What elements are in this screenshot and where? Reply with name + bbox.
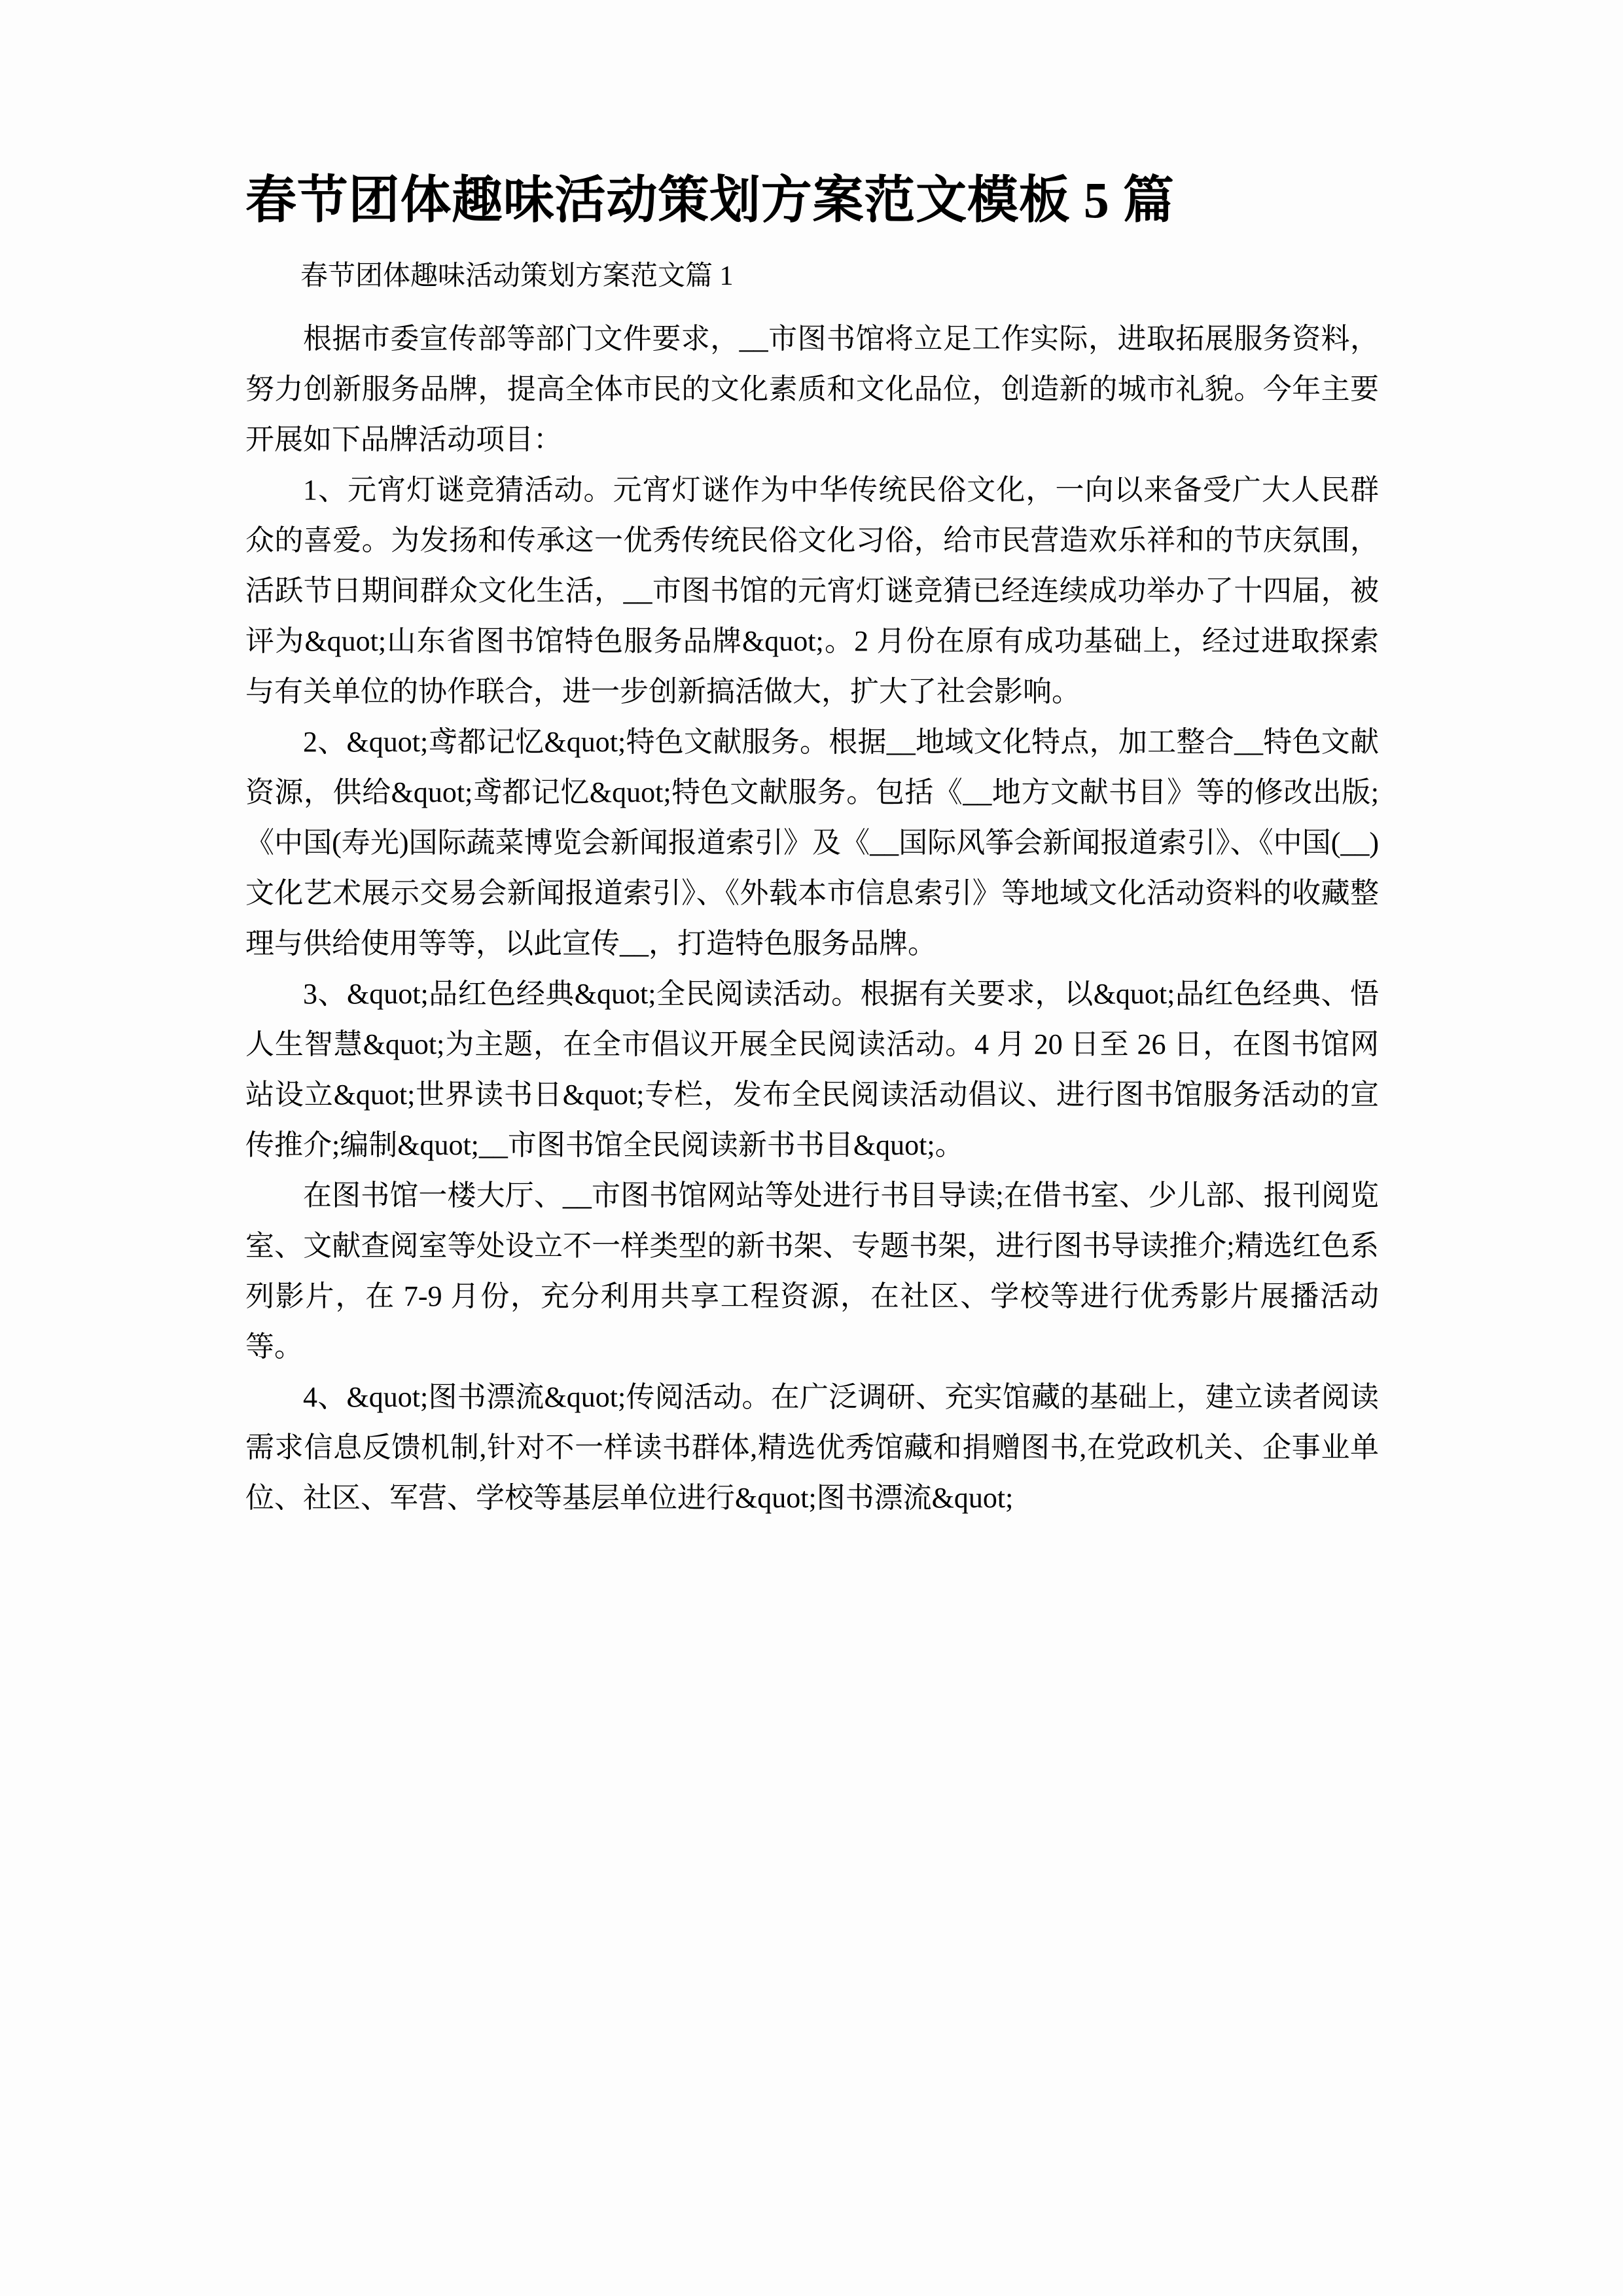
paragraph: 3、&quot;品红色经典&quot;全民阅读活动。根据有关要求，以&quot;品红色经典、悟人生智慧&quot;为主题，在全市倡议开展全民阅读活动。4 月 20 日至 26 日，在图书馆网站设立&quot;世界读书日&quot;专栏，发布全民阅读活动倡议、进行图书馆服务活动的宣传推介;编制&quot;__市图书馆全民阅读新书书目&quot;。 (245, 978, 1379, 1162)
document-subtitle: 春节团体趣味活动策划方案范文篇 1 (300, 261, 734, 292)
paragraph: 在图书馆一楼大厅、__市图书馆网站等处进行书目导读;在借书室、少儿部、报刊阅览室、文献查阅室等处设立不一样类型的新书架、专题书架，进行图书导读推介;精选红色系列影片，在 7-9 月份，充分利用共享工程资源，在社区、学校等进行优秀影片展播活动等。 (245, 1179, 1379, 1363)
paragraph: 根据市委宣传部等部门文件要求，__市图书馆将立足工作实际，进取拓展服务资料，努力创新服务品牌，提高全体市民的文化素质和文化品位，创造新的城市礼貌。今年主要开展如下品牌活动项目： (245, 323, 1379, 456)
paragraph: 4、&quot;图书漂流&quot;传阅活动。在广泛调研、充实馆藏的基础上，建立读者阅读需求信息反馈机制,针对不一样读书群体,精选优秀馆藏和捐赠图书,在党政机关、企事业单位、社区、军营、学校等基层单位进行&quot;图书漂流&quot; (245, 1381, 1379, 1515)
page-title: 春节团体趣味活动策划方案范文模板 5 篇 (245, 171, 1175, 228)
paragraph: 1、元宵灯谜竞猜活动。元宵灯谜作为中华传统民俗文化，一向以来备受广大人民群众的喜爱。为发扬和传承这一优秀传统民俗文化习俗，给市民营造欢乐祥和的节庆氛围，活跃节日期间群众文化生活，__市图书馆的元宵灯谜竞猜已经连续成功举办了十四届，被评为&quot;山东省图书馆特色服务品牌&quot;。2 月份在原有成功基础上，经过进取探索与有关单位的协作联合，进一步创新搞活做大，扩大了社会影响。 (245, 474, 1379, 708)
page-content-column (245, 0, 1379, 1523)
document-body (245, 290, 1379, 1523)
paragraph: 2、&quot;鸢都记忆&quot;特色文献服务。根据__地域文化特点，加工整合__特色文献资源，供给&quot;鸢都记忆&quot;特色文献服务。包括《__地方文献书目》等的修改出版;《中国(寿光)国际蔬菜博览会新闻报道索引》及《__国际风筝会新闻报道索引》、《中国(__)文化艺术展示交易会新闻报道索引》、《外载本市信息索引》等地域文化活动资料的收藏整理与供给使用等等，以此宣传__，打造特色服务品牌。 (245, 726, 1379, 960)
